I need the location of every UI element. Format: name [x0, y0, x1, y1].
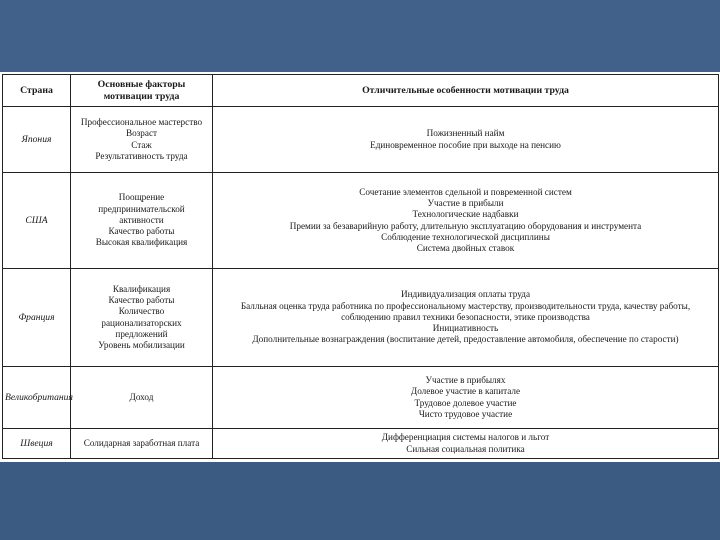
- motivation-table: [2, 74, 719, 459]
- factors-cell: [71, 367, 213, 429]
- features-cell: [213, 173, 719, 269]
- features-cell: [213, 107, 719, 173]
- factor-item: предложений: [115, 328, 168, 339]
- factor-item: Доход: [129, 391, 154, 402]
- factor-item: Высокая квалификация: [95, 237, 188, 248]
- feature-item: Дополнительные вознаграждения (воспитание детей, предоставление автомобиля, обеспечение по старости): [252, 334, 679, 345]
- features-cell: [213, 429, 719, 459]
- factor-item: рационализаторских: [101, 317, 182, 328]
- table-header-row: [3, 75, 719, 107]
- feature-item: Система двойных ставок: [416, 242, 515, 253]
- feature-item: Сочетание элементов сдельной и повременной систем: [359, 186, 572, 197]
- factors-cell: [71, 173, 213, 269]
- header-country: Страна: [3, 75, 71, 107]
- table-row-great-britain: [3, 367, 719, 429]
- factor-item: активности: [119, 214, 164, 225]
- feature-item: Инициативность: [432, 323, 499, 334]
- feature-item: Участие в прибыли: [427, 198, 504, 209]
- feature-item: Чисто трудовое участие: [418, 408, 513, 419]
- factor-item: Качество работы: [108, 295, 175, 306]
- country-cell: Швеция: [3, 429, 71, 459]
- slide-background-top: [0, 0, 720, 72]
- feature-item: Балльная оценка труда работника по профессиональному мастерству, производительности труда, качеству работы, соблюдению правил техники безопасности, этике производства: [240, 300, 691, 322]
- factor-item: Профессиональное мастерство: [80, 117, 203, 128]
- feature-item: Премии за безаварийную работу, длительную эксплуатацию оборудования и инструмента: [289, 220, 642, 231]
- header-factors-line-1: Основные факторы: [97, 78, 186, 90]
- features-cell: [213, 367, 719, 429]
- header-factors-line-2: мотивации труда: [103, 90, 180, 102]
- factor-item: Количество: [118, 306, 165, 317]
- factors-cell: [71, 429, 213, 459]
- factor-item: Качество работы: [108, 226, 175, 237]
- factor-item: Квалификация: [112, 283, 171, 294]
- table-row-usa: [3, 173, 719, 269]
- country-cell: Великобритания: [3, 367, 71, 429]
- slide-background-bottom: [0, 462, 720, 540]
- features-cell: [213, 269, 719, 367]
- factors-cell: [71, 107, 213, 173]
- table-row-france: [3, 269, 719, 367]
- factor-item: предпринимательской: [98, 203, 185, 214]
- feature-item: Пожизненный найм: [426, 128, 505, 139]
- feature-item: Сильная социальная политика: [406, 443, 525, 454]
- table-sheet: [0, 72, 720, 462]
- feature-item: Трудовое долевое участие: [414, 397, 517, 408]
- country-cell: США: [3, 173, 71, 269]
- feature-item: Дифференциация системы налогов и льгот: [381, 432, 550, 443]
- factor-item: Уровень мобилизации: [98, 339, 185, 350]
- feature-item: Долевое участие в капитале: [410, 386, 521, 397]
- country-cell: Франция: [3, 269, 71, 367]
- factor-item: Поощрение: [118, 192, 165, 203]
- header-factors: [71, 75, 213, 107]
- feature-item: Технологические надбавки: [412, 209, 519, 220]
- country-cell: Япония: [3, 107, 71, 173]
- feature-item: Индивидуализация оплаты труда: [400, 289, 531, 300]
- factor-item: Возраст: [125, 128, 158, 139]
- header-features: Отличительные особенности мотивации труда: [213, 75, 719, 107]
- table-row-sweden: [3, 429, 719, 459]
- factor-item: Стаж: [131, 139, 152, 150]
- table-row-japan: [3, 107, 719, 173]
- factors-cell: [71, 269, 213, 367]
- feature-item: Единовременное пособие при выходе на пенсию: [370, 139, 561, 150]
- feature-item: Участие в прибылях: [425, 375, 506, 386]
- feature-item: Соблюдение технологической дисциплины: [381, 231, 550, 242]
- factor-item: Результативность труда: [95, 150, 188, 161]
- factor-item: Солидарная заработная плата: [83, 437, 200, 448]
